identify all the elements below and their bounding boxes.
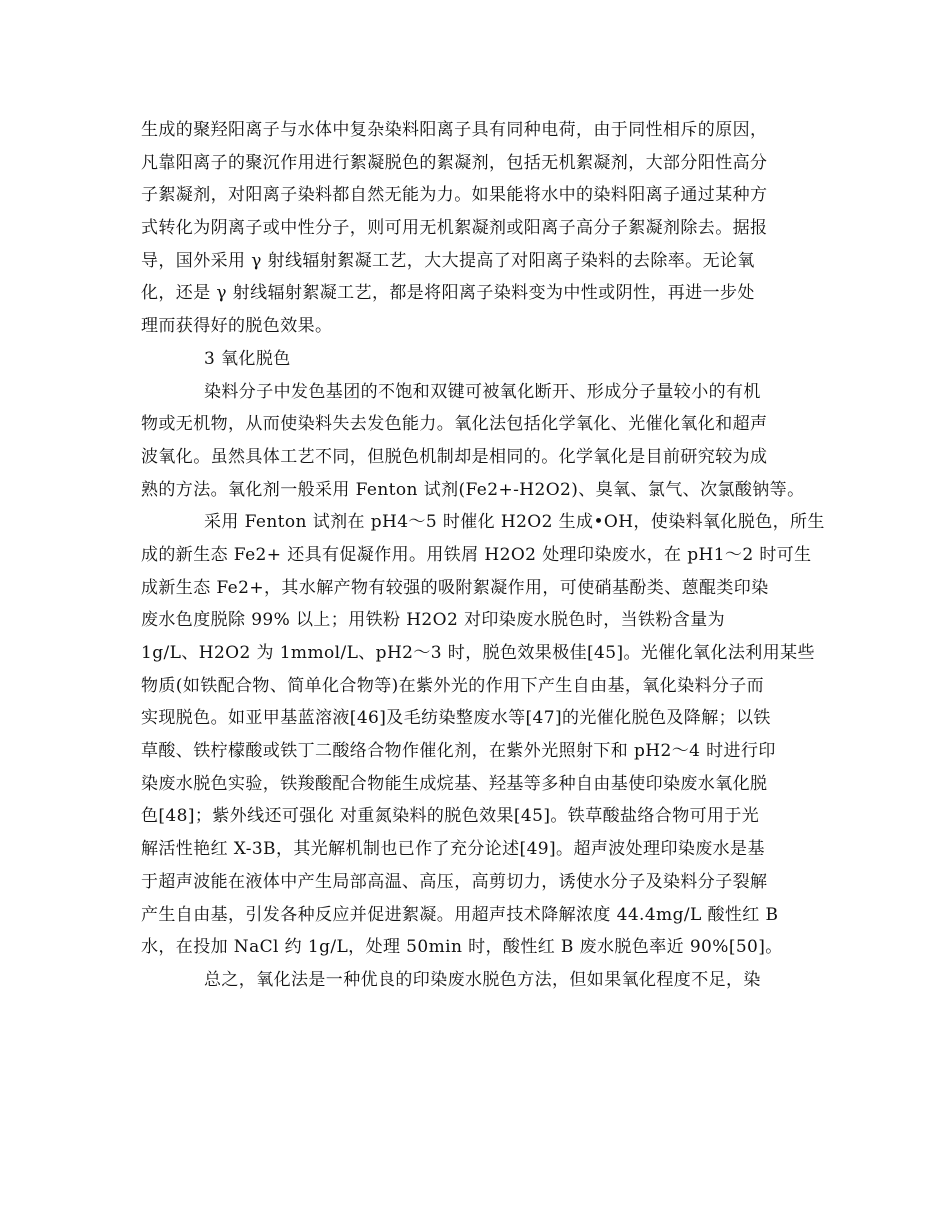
text-line: 染废水脱色实验，铁羧酸配合物能生成烷基、羟基等多种自由基使印染废水氧化脱 (141, 773, 768, 794)
text-line: 熟的方法。氧化剂一般采用 Fenton 试剂(Fe2+-H2O2)、臭氧、氯气、次氯酸钠等。 (141, 479, 805, 500)
paragraph (141, 506, 825, 964)
text-line: 成新生态 Fe2+，其水解产物有较强的吸附絮凝作用，可使硝基酚类、蒽醌类印染 (141, 577, 769, 598)
text-line: 草酸、铁柠檬酸或铁丁二酸络合物作催化剂，在紫外光照射下和 pH2～4 时进行印 (141, 741, 776, 762)
text-line: 导，国外采用 γ 射线辐射絮凝工艺，大大提高了对阳离子染料的去除率。无论氧 (141, 250, 755, 271)
text-line: 理而获得好的脱色效果。 (141, 316, 333, 337)
text-line: 产生自由基，引发各种反应并促进絮凝。用超声技术降解浓度 44.4mg/L 酸性红 B (141, 904, 779, 925)
text-line: 式转化为阴离子或中性分子，则可用无机絮凝剂或阳离子高分子絮凝剂除去。据报 (141, 218, 768, 239)
text-line: 物质(如铁配合物、简单化合物等)在紫外光的作用下产生自由基，氧化染料分子而 (141, 675, 765, 696)
text-line: 物或无机物，从而使染料失去发色能力。氧化法包括化学氧化、光催化氧化和超声 (141, 414, 768, 435)
text-line: 子絮凝剂，对阳离子染料都自然无能为力。如果能将水中的染料阳离子通过某种方 (141, 185, 768, 206)
text-line: 波氧化。虽然具体工艺不同，但脱色机制却是相同的。化学氧化是目前研究较为成 (141, 446, 768, 467)
text-line: 色[48]；紫外线还可强化 对重氮染料的脱色效果[45]。铁草酸盐络合物可用于光 (141, 806, 760, 827)
text-line: 总之，氧化法是一种优良的印染废水脱色方法，但如果氧化程度不足，染 (204, 969, 761, 990)
document-body (141, 114, 825, 997)
text-line: 废水色度脱除 99% 以上；用铁粉 H2O2 对印染废水脱色时，当铁粉含量为 (141, 610, 725, 631)
paragraph (141, 114, 813, 343)
text-line: 水，在投加 NaCl 约 1g/L，处理 50min 时，酸性红 B 废水脱色率近 90%[50]。 (141, 937, 783, 958)
paragraph (141, 964, 813, 997)
text-line: 生成的聚羟阳离子与水体中复杂染料阳离子具有同种电荷，由于同性相斥的原因， (141, 120, 768, 140)
text-line: 1g/L、H2O2 为 1mmol/L、pH2～3 时，脱色效果极佳[45]。光催化氧化法利用某些 (141, 643, 815, 663)
text-line: 于超声波能在液体中产生局部高温、高压，高剪切力，诱使水分子及染料分子裂解 (141, 871, 768, 892)
text-line: 采用 Fenton 试剂在 pH4～5 时催化 H2O2 生成•OH，使染料氧化脱色，所生 (204, 512, 825, 533)
text-line: 成的新生态 Fe2+ 还具有促凝作用。用铁屑 H2O2 处理印染废水，在 pH1～2 时可生 (141, 544, 812, 565)
text-line: 解活性艳红 X-3B，其光解机制也已作了充分论述[49]。超声波处理印染废水是基 (141, 839, 765, 860)
section-heading: 3 氧化脱色 (204, 348, 291, 369)
text-line: 凡靠阳离子的聚沉作用进行絮凝脱色的絮凝剂，包括无机絮凝剂，大部分阳性高分 (141, 152, 768, 173)
text-line: 化，还是 γ 射线辐射絮凝工艺，都是将阳离子染料变为中性或阴性，再进一步处 (141, 283, 755, 304)
paragraph (141, 376, 813, 507)
text-line: 实现脱色。如亚甲基蓝溶液[46]及毛纺染整废水等[47]的光催化脱色及降解；以铁 (141, 708, 771, 729)
text-line: 染料分子中发色基团的不饱和双键可被氧化断开、形成分子量较小的有机 (204, 381, 761, 402)
